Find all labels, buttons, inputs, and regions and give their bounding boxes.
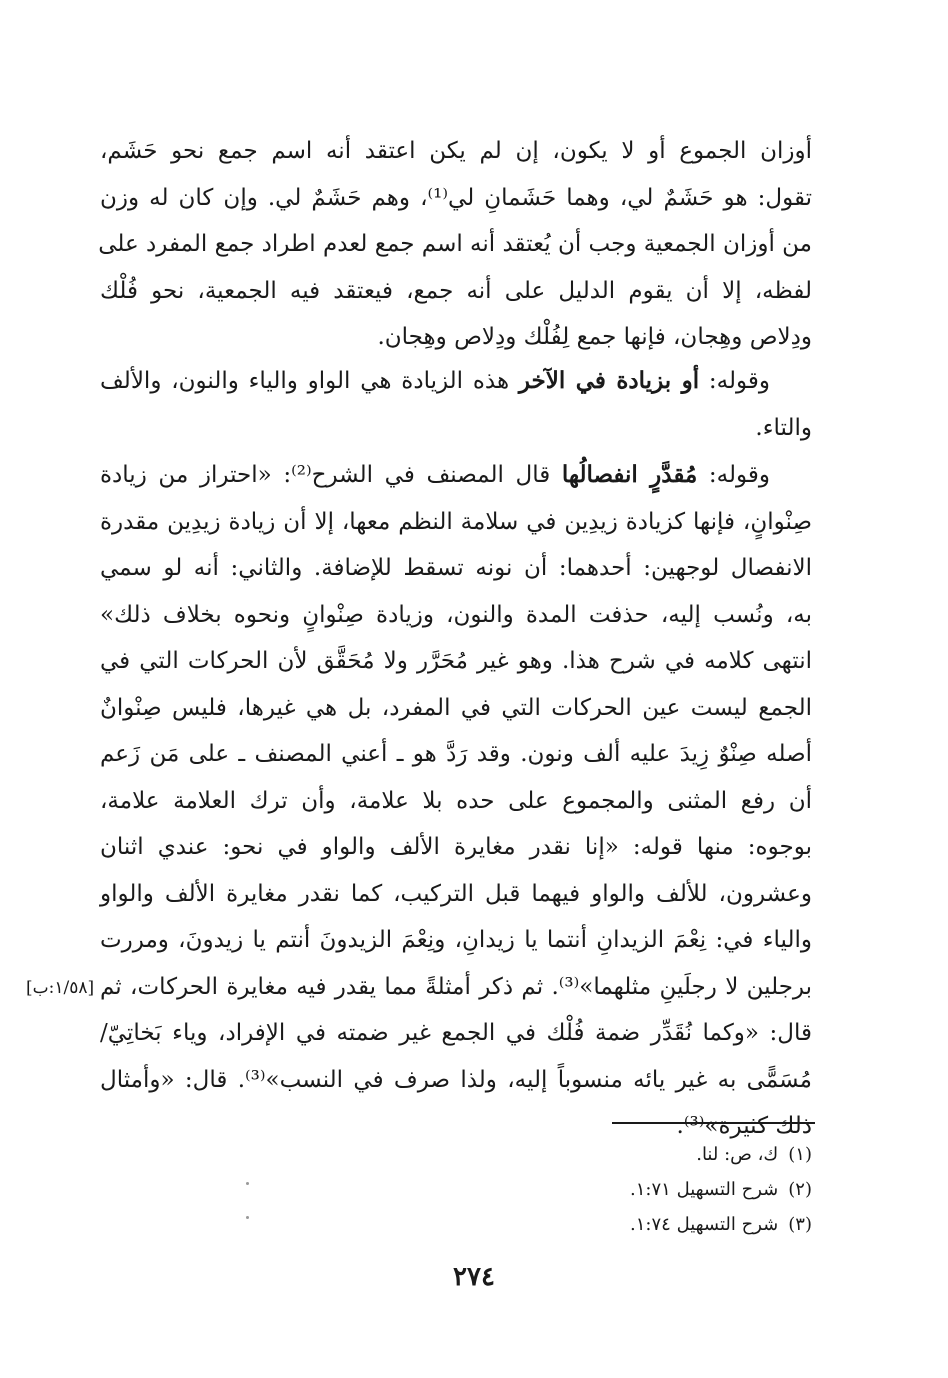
footnotes-list (630, 1137, 812, 1242)
page-number: ٢٧٤ (453, 1262, 495, 1292)
footnote-text: شرح التسهيل ١:٧١. (630, 1179, 779, 1200)
scan-speck (246, 1216, 249, 1219)
footnote-number: (٢) (788, 1179, 812, 1200)
quoted-term: أو بزيادة في الآخر (518, 367, 700, 394)
quote-intro: وقوله: (699, 368, 770, 394)
footnote-number: (١) (788, 1144, 812, 1165)
text-line (100, 452, 812, 499)
manuscript-folio-reference: [١/٥٨:ب] (26, 978, 95, 998)
text-line: وعشرون، للألف والواو فيهما قبل التركيب، كما نقدر مغايرة الألف والواو (100, 880, 812, 907)
text-line: صِنْوانٍ، فإنها كزيادة زيدِين في سلامة النظم معها، إلا أن زيادة زيدِين مقدرة (100, 508, 812, 535)
text-line (100, 358, 812, 405)
text-line: بوجوه: منها قوله: «إنا نقدر مغايرة الألف والواو في نحو: عندي اثنان (100, 834, 812, 860)
footnote-number: (٣) (788, 1214, 812, 1235)
footnote-separator (612, 1122, 815, 1124)
quote-intro: وقوله: (697, 462, 770, 488)
text-line: الجمع ليست عين الحركات التي في المفرد، بل هي غيرها، فليس صِنْوانٌ (100, 694, 812, 721)
footnote-item (630, 1172, 812, 1207)
text-run: قال المصنف في الشرح⁽²⁾: «احتراز من زيادة (100, 462, 562, 488)
text-line: ودِلاص وهِجان، فإنها جمع لِفُلْك ودِلاص وهِجان. (377, 324, 812, 350)
text-line: والتاء. (755, 414, 812, 441)
scan-speck (246, 1182, 249, 1185)
text-line: أن رفع المثنى والمجموع على حده بلا علامة، وأن ترك العلامة علامة، (100, 787, 812, 814)
text-line: أوزان الجموع أو لا يكون، إن لم يكن اعتقد أنه اسم جمع نحو حَشَم، (100, 138, 812, 164)
footnote-text: ك، ص: لنا. (696, 1144, 779, 1165)
footnote-item (630, 1137, 812, 1172)
text-line: الانفصال لوجهين: أحدهما: أن نونه تسقط للإضافة. والثاني: أنه لو سمي (100, 555, 812, 581)
text-line: أصله صِنْوٌ زِيدَ عليه ألف ونون. وقد رَدَّ هو ـ أعني المصنف ـ على مَن زَعم (100, 741, 812, 767)
text-run: هذه الزيادة هي الواو والياء والنون، والألف (100, 368, 519, 394)
text-line: تقول: هو حَشَمٌ لي، وهما حَشَمانِ لي⁽¹⁾، وهم حَشَمٌ لي. وإن كان له وزن (100, 184, 812, 211)
text-line: انتهى كلامه في شرح هذا. وهو غير مُحَرَّر ولا مُحَقَّق لأن الحركات التي في (100, 648, 812, 674)
quoted-term: مُقدَّرٍ انفصالُها (561, 461, 698, 488)
text-line: ذلك كثيرة»⁽³⁾. (676, 1113, 812, 1139)
text-line: مُسَمًّى به غير يائه منسوباً إليه، ولذا صرف في النسب»⁽³⁾. قال: «وأمثال (100, 1066, 812, 1093)
text-line: قال: «وكما نُقَدِّر ضمة فُلْك في الجمع غير ضمته في الإفراد، وياء بَخاتِيّ/ (100, 1020, 812, 1046)
text-line: من أوزان الجمعية وجب أن يُعتقد أنه اسم جمع لعدم اطراد جمع المفرد على (98, 231, 812, 257)
text-line: به، ونُسب إليه، حذفت المدة والنون، وزيادة صِنْوانٍ ونحوه بخلاف ذلك» (100, 601, 812, 628)
footnote-item (630, 1207, 812, 1242)
text-line: لفظه، إلا أن يقوم الدليل على أنه جمع، فيعتقد فيه الجمعية، نحو فُلْك (100, 277, 812, 304)
paragraph-1 (100, 128, 812, 361)
paragraph-2 (100, 358, 812, 451)
text-line: برجلين لا رجلَينِ مثلهما»⁽³⁾. ثم ذكر أمثلةً مما يقدر فيه مغايرة الحركات، ثم (100, 973, 813, 1000)
paragraph-3 (100, 452, 812, 1150)
text-line: والياء في: نِعْمَ الزيدانِ أنتما يا زيدانِ، ونِعْمَ الزيدونَ أنتم يا زيدونَ، ومررت (100, 927, 812, 953)
footnote-text: شرح التسهيل ١:٧٤. (630, 1214, 779, 1235)
